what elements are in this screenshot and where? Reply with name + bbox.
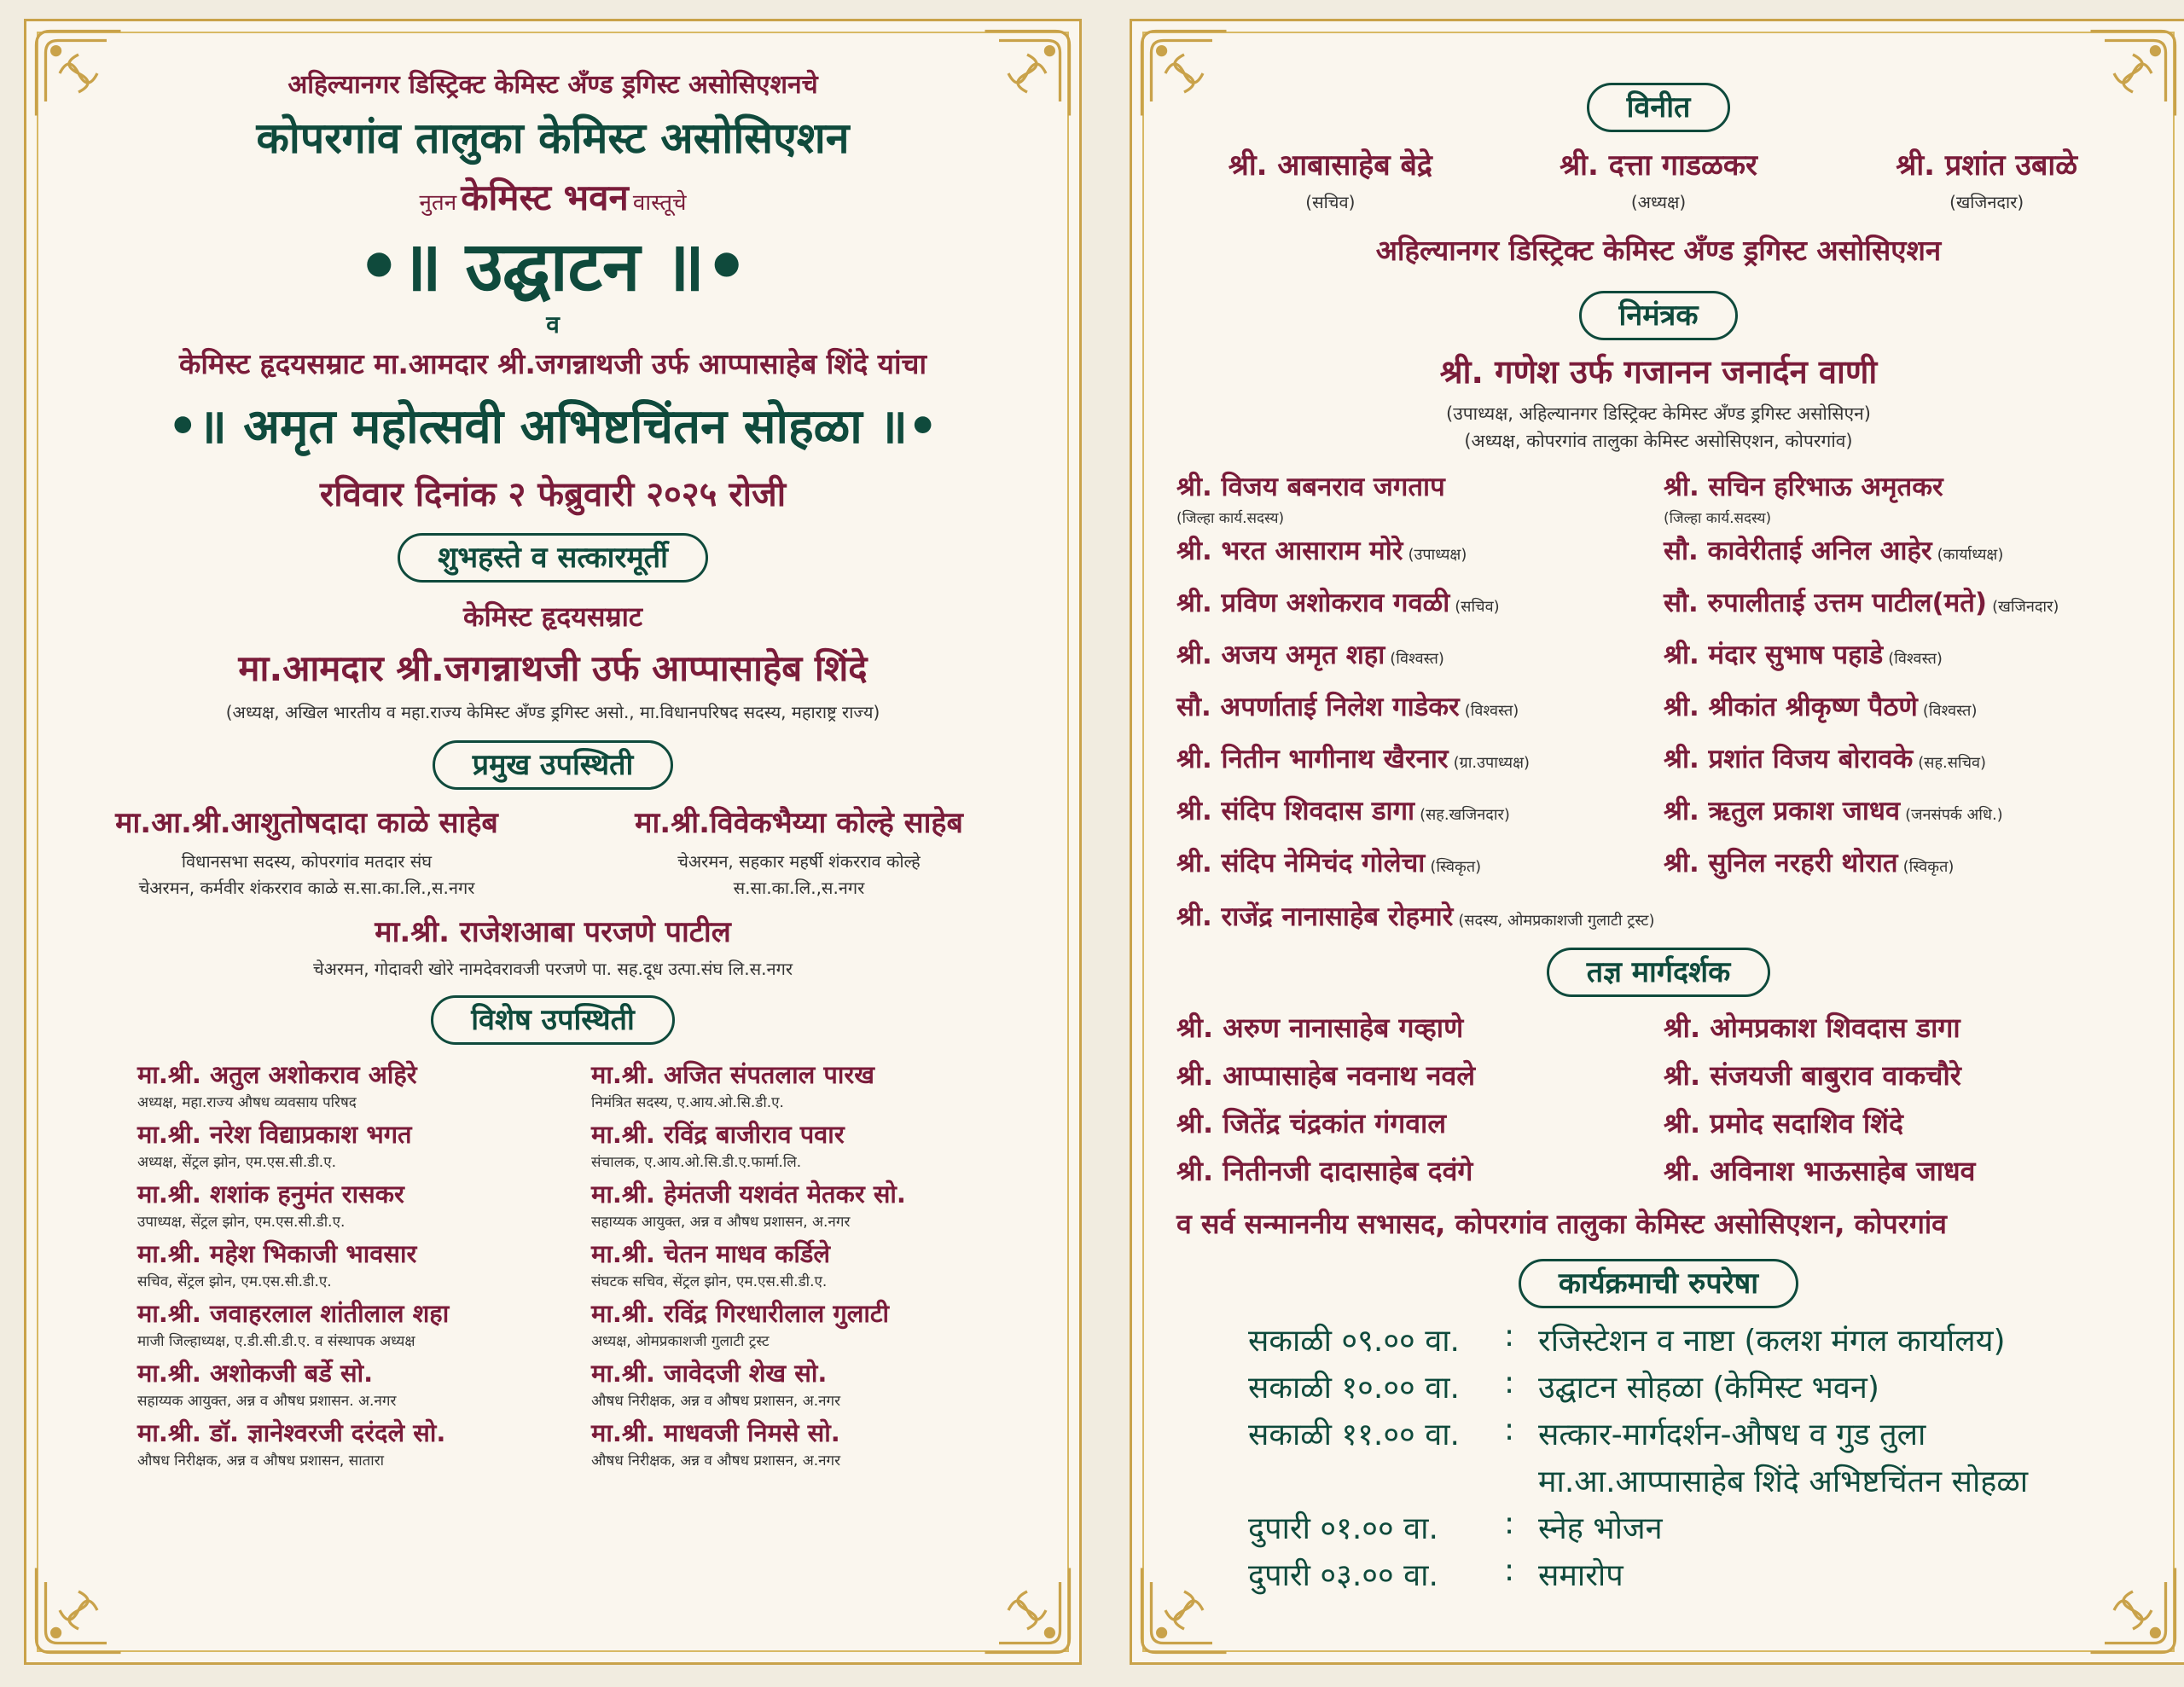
member-tag: (स्विकृत) bbox=[1430, 858, 1482, 876]
all-members-line: व सर्व सन्माननीय सभासद, कोपरगांव तालुका केमिस्ट असोसिएशन, कोपरगांव bbox=[1176, 1208, 1947, 1240]
member-row bbox=[1664, 839, 2151, 891]
new-bhavan-line bbox=[61, 172, 1045, 221]
amrut-title: •॥ अमृत महोत्सवी अभिष्टचिंतन सोहळा ॥• bbox=[167, 399, 938, 455]
host-name: श्री. गणेश उर्फ गजानन जनार्दन वाणी bbox=[1439, 353, 1878, 391]
special-guest bbox=[137, 1236, 591, 1292]
special-guest bbox=[591, 1415, 1045, 1471]
special-guest bbox=[591, 1236, 1045, 1292]
member-row-last bbox=[1166, 898, 2151, 934]
special-guest-name: मा.श्री. रविंद्र गिरधारीलाल गुलाटी bbox=[591, 1299, 889, 1328]
special-guest bbox=[137, 1296, 591, 1352]
member-tag: (सदस्य, ओमप्रकाशजी गुलाटी ट्रस्ट) bbox=[1458, 912, 1655, 930]
district-association-line: अहिल्यानगर डिस्ट्रिक्ट केमिस्ट अँण्ड ड्रगिस्ट असोसिएशनचे bbox=[288, 70, 818, 100]
guest-desc: स.सा.का.लि.,स.नगर bbox=[733, 878, 865, 898]
special-guest-desc: सचिव, सेंट्रल झोन, एम.एस.सी.डी.ए. bbox=[137, 1273, 332, 1290]
corner-ornament-icon bbox=[980, 1563, 1074, 1657]
special-guest-name: मा.श्री. डॉ. ज्ञानेश्वरजी दरंदले सो. bbox=[137, 1418, 446, 1447]
member-row bbox=[1176, 787, 1664, 839]
section-mentors: तज्ञ मार्गदर्शक bbox=[1547, 948, 1771, 997]
schedule-time: दुपारी ०१.०० वा. bbox=[1248, 1511, 1438, 1546]
member-tag: (सह.सचिव) bbox=[1918, 754, 1987, 772]
member-tag: (विश्वस्त) bbox=[1888, 650, 1943, 668]
schedule-time bbox=[1248, 1459, 1504, 1501]
right-content bbox=[1166, 47, 2151, 1595]
member-row bbox=[1664, 787, 2151, 839]
special-guest-name: मा.श्री. रविंद्र बाजीराव पवार bbox=[591, 1120, 845, 1149]
schedule-separator: : bbox=[1504, 1365, 1515, 1400]
guest-name: मा.श्री.विवेकभैय्या कोल्हे साहेब bbox=[635, 806, 963, 840]
officer-name: श्री. दत्ता गाडळकर bbox=[1560, 148, 1757, 183]
special-guest-desc: सहाय्यक आयुक्त, अन्न व औषध प्रशासन, अ.नगर bbox=[591, 1214, 851, 1231]
and-text: व bbox=[546, 310, 560, 339]
mentors bbox=[1166, 1004, 2151, 1195]
committee-left-column bbox=[1176, 527, 1664, 891]
mentor-name: श्री. अविनाश भाऊसाहेब जाधव bbox=[1664, 1155, 1976, 1187]
mentor-name: श्री. ओमप्रकाश शिवदास डागा bbox=[1664, 1012, 1960, 1044]
guest-desc: विधानसभा सदस्य, कोपरगांव मतदार संघ bbox=[181, 851, 433, 872]
schedule-time: सकाळी १०.०० वा. bbox=[1248, 1371, 1460, 1406]
special-guest-name: मा.श्री. जावेदजी शेख सो. bbox=[591, 1359, 828, 1388]
member-tag: (विश्वस्त) bbox=[1390, 650, 1444, 668]
schedule-event: स्नेह भोजन bbox=[1538, 1511, 1663, 1546]
member-name: सौ. कावेरीताई अनिल आहेर bbox=[1664, 536, 1932, 566]
mentors-left-column bbox=[1176, 1004, 1664, 1195]
member-name: श्री. मंदार सुभाष पहाडे bbox=[1664, 640, 1884, 670]
member-name: श्री. प्रविण अशोकराव गवळी bbox=[1176, 588, 1450, 618]
guest-desc: चेअरमन, गोदावरी खोरे नामदेवरावजी परजणे पा. सह.दूध उत्पा.संघ लि.स.नगर bbox=[312, 959, 793, 979]
guest-name: मा.श्री. राजेशआबा परजणे पाटील bbox=[375, 915, 731, 949]
schedule-separator: : bbox=[1504, 1319, 1515, 1354]
section-shubhaste: शुभहस्ते व सत्कारमूर्ती bbox=[398, 533, 708, 583]
schedule-event: रजिस्टेशन व नाष्टा (कलश मंगल कार्यालय) bbox=[1538, 1324, 2006, 1359]
schedule-event: समारोप bbox=[1538, 1558, 1623, 1593]
member-name: सौ. अपर्णाताई निलेश गाडेकर bbox=[1176, 692, 1460, 722]
member-name: श्री. राजेंद्र नानासाहेब रोहमारे bbox=[1176, 901, 1454, 932]
chief-desc: (अध्यक्ष, अखिल भारतीय व महा.राज्य केमिस्ट अँण्ड ड्रगिस्ट असो., मा.विधानपरिषद सदस्य, महाराष्ट्र राज्य) bbox=[225, 702, 880, 722]
special-guest-name: मा.श्री. शशांक हनुमंत रासकर bbox=[137, 1180, 404, 1209]
guest-desc: चेअरमन, कर्मवीर शंकरराव काळे स.सा.का.लि.,स.नगर bbox=[138, 878, 475, 898]
special-guest bbox=[591, 1296, 1045, 1352]
special-guest-desc: संघटक सचिव, सेंट्रल झोन, एम.एस.सी.डी.ए. bbox=[591, 1273, 828, 1290]
officer-name: श्री. प्रशांत उबाळे bbox=[1896, 148, 2078, 183]
guest-name: मा.आ.श्री.आशुतोषदादा काळे साहेब bbox=[115, 806, 498, 840]
member-tag: (ग्रा.उपाध्यक्ष) bbox=[1453, 754, 1531, 772]
member-tag: (सह.खजिनदार) bbox=[1420, 806, 1510, 824]
special-guest-name: मा.श्री. चेतन माधव कर्डिले bbox=[591, 1239, 831, 1268]
special-guest bbox=[591, 1355, 1045, 1412]
member-tag: (उपाध्यक्ष) bbox=[1408, 546, 1467, 564]
member-name: श्री. संदिप शिवदास डागा bbox=[1176, 796, 1415, 826]
special-guest bbox=[591, 1057, 1045, 1113]
member-tag: (सचिव) bbox=[1455, 598, 1500, 616]
mentor-name: श्री. प्रमोद सदाशिव शिंदे bbox=[1664, 1107, 1903, 1139]
member-tag: (खजिनदार) bbox=[1992, 598, 2059, 616]
special-guests-left-column bbox=[137, 1053, 591, 1471]
special-guest-desc: निमंत्रित सदस्य, ए.आय.ओ.सि.डी.ए. bbox=[591, 1094, 784, 1111]
schedule-separator bbox=[1504, 1459, 1538, 1501]
officer-role: (सचिव) bbox=[1305, 192, 1356, 212]
hriday-line: केमिस्ट हृदयसम्राट मा.आमदार श्री.जगन्नाथजी उर्फ आप्पासाहेब शिंदे यांचा bbox=[178, 347, 926, 380]
special-guest-desc: औषध निरीक्षक, अन्न व औषध प्रशासन, अ.नगर bbox=[591, 1452, 841, 1470]
special-guest-desc: अध्यक्ष, महा.राज्य औषध व्यवसाय परिषद bbox=[137, 1094, 357, 1111]
officers-row bbox=[1166, 144, 2151, 213]
schedule-separator: : bbox=[1504, 1553, 1515, 1588]
section-vinit: विनीत bbox=[1587, 83, 1731, 132]
right-panel bbox=[1130, 19, 2184, 1665]
member-row bbox=[1176, 631, 1664, 683]
member-row bbox=[1664, 631, 2151, 683]
special-guest bbox=[137, 1116, 591, 1173]
section-pramukh: प्रमुख उपस्थिती bbox=[433, 740, 674, 790]
special-guest bbox=[591, 1176, 1045, 1232]
host-desc: (उपाध्यक्ष, अहिल्यानगर डिस्ट्रिक्ट केमिस्ट अँण्ड ड्रगिस्ट असोसिएन) bbox=[1446, 403, 1871, 424]
special-guest bbox=[137, 1415, 591, 1471]
special-guest bbox=[137, 1057, 591, 1113]
special-guest-name: मा.श्री. नरेश विद्याप्रकाश भगत bbox=[137, 1120, 412, 1149]
special-guest-desc: औषध निरीक्षक, अन्न व औषध प्रशासन, सातारा bbox=[137, 1452, 385, 1470]
special-guest bbox=[591, 1116, 1045, 1173]
special-guest-name: मा.श्री. अजित संपतलाल पारख bbox=[591, 1060, 874, 1089]
mentor-name: श्री. अरुण नानासाहेब गव्हाणे bbox=[1176, 1012, 1464, 1044]
mentor-name: श्री. आप्पासाहेब नवनाथ नवले bbox=[1176, 1059, 1476, 1092]
special-guest-name: मा.श्री. माधवजी निमसे सो. bbox=[591, 1418, 840, 1447]
schedule-time: दुपारी ०३.०० वा. bbox=[1248, 1558, 1438, 1593]
committee-members bbox=[1166, 527, 2151, 891]
special-guests bbox=[61, 1053, 1045, 1471]
member-name: श्री. सुनिल नरहरी थोरात bbox=[1664, 848, 1898, 878]
section-program: कार्यक्रमाची रुपरेषा bbox=[1519, 1259, 1798, 1308]
member-name: श्री. ऋतुल प्रकाश जाधव bbox=[1664, 796, 1901, 826]
schedule-event: उद्घाटन सोहळा (केमिस्ट भवन) bbox=[1538, 1371, 1879, 1406]
mentor-name: श्री. संजयजी बाबुराव वाकचौरे bbox=[1664, 1059, 1961, 1092]
member-name: श्री. अजय अमृत शहा bbox=[1176, 640, 1385, 670]
member-tag: (विश्वस्त) bbox=[1922, 702, 1978, 720]
mentors-right-column bbox=[1664, 1004, 2151, 1195]
mentor-name: श्री. जितेंद्र चंद्रकांत गंगवाल bbox=[1176, 1107, 1447, 1139]
officer-role: (खजिनदार) bbox=[1949, 192, 2024, 212]
officer-name: श्री. आबासाहेब बेद्रे bbox=[1228, 148, 1432, 183]
schedule-time: सकाळी ११.०० वा. bbox=[1248, 1417, 1460, 1452]
special-guest-name: मा.श्री. हेमंतजी यशवंत मेतकर सो. bbox=[591, 1180, 906, 1209]
special-guest bbox=[137, 1355, 591, 1412]
member-tag: (स्विकृत) bbox=[1902, 858, 1955, 876]
member-row bbox=[1664, 527, 2151, 579]
member-name: श्री. संदिप नेमिचंद गोलेचा bbox=[1176, 848, 1426, 878]
special-guest-name: मा.श्री. अतुल अशोकराव अहिरे bbox=[137, 1060, 417, 1089]
event-date: रविवार दिनांक २ फेब्रुवारी २०२५ रोजी bbox=[319, 475, 787, 514]
member-row bbox=[1664, 735, 2151, 787]
section-nimantrak: निमंत्रक bbox=[1579, 291, 1739, 340]
member-row bbox=[1176, 839, 1664, 891]
member-row bbox=[1664, 579, 2151, 631]
mentor-name: श्री. नितीनजी दादासाहेब दवंगे bbox=[1176, 1155, 1473, 1187]
new-prefix: नुतन bbox=[419, 190, 457, 216]
member-tag: (विश्वस्त) bbox=[1464, 702, 1519, 720]
schedule-event: मा.आ.आप्पासाहेब शिंदे अभिष्टचिंतन सोहळा bbox=[1538, 1464, 2029, 1499]
member-name: श्री. सचिन हरिभाऊ अमृतकर bbox=[1664, 472, 1943, 502]
member-row bbox=[1176, 579, 1664, 631]
special-guest-name: मा.श्री. अशोकजी बर्डे सो. bbox=[137, 1359, 374, 1388]
schedule-separator: : bbox=[1504, 1412, 1515, 1447]
program-schedule bbox=[1166, 1319, 2151, 1595]
bhavan-name: केमिस्ट भवन bbox=[461, 177, 629, 218]
chief-title: केमिस्ट हृदयसम्राट bbox=[462, 600, 643, 633]
org-title: कोपरगांव तालुका केमिस्ट असोसिएशन bbox=[256, 113, 850, 163]
member-name: श्री. नितीन भागीनाथ खैरनार bbox=[1176, 744, 1449, 774]
guests-row bbox=[61, 802, 1045, 899]
member-desc: (जिल्हा कार्य.सदस्य) bbox=[1176, 510, 1285, 527]
special-guest-desc: संचालक, ए.आय.ओ.सि.डी.ए.फार्मा.लि. bbox=[591, 1154, 802, 1171]
schedule-time: सकाळी ०९.०० वा. bbox=[1248, 1324, 1460, 1359]
member-name: श्री. भरत आसाराम मोरे bbox=[1176, 536, 1403, 566]
member-row bbox=[1176, 683, 1664, 735]
member-name: श्री. विजय बबनराव जगताप bbox=[1176, 472, 1445, 502]
member-row bbox=[1176, 735, 1664, 787]
officer-role: (अध्यक्ष) bbox=[1630, 192, 1687, 212]
corner-ornament-icon bbox=[32, 1563, 125, 1657]
left-content bbox=[61, 47, 1045, 1471]
district-association: अहिल्यानगर डिस्ट्रिक्ट केमिस्ट अँण्ड ड्रगिस्ट असोसिएशन bbox=[1375, 234, 1942, 267]
special-guest-desc: उपाध्यक्ष, सेंट्रल झोन, एम.एस.सी.डी.ए. bbox=[137, 1214, 346, 1231]
member-name: श्री. प्रशांत विजय बोरावके bbox=[1664, 744, 1914, 774]
special-guests-right-column bbox=[591, 1053, 1045, 1471]
left-panel bbox=[24, 19, 1082, 1665]
member-desc: (जिल्हा कार्य.सदस्य) bbox=[1664, 510, 1772, 527]
member-row bbox=[1176, 527, 1664, 579]
special-guest bbox=[137, 1176, 591, 1232]
schedule-separator: : bbox=[1504, 1506, 1515, 1541]
member-name: सौ. रुपालीताई उत्तम पाटील(मते) bbox=[1664, 588, 1988, 618]
chief-name: मा.आमदार श्री.जगन्नाथजी उर्फ आप्पासाहेब शिंदे bbox=[238, 647, 868, 689]
special-guest-desc: सहाय्यक आयुक्त, अन्न व औषध प्रशासन. अ.नगर bbox=[137, 1393, 397, 1410]
host-desc: (अध्यक्ष, कोपरगांव तालुका केमिस्ट असोसिएशन, कोपरगांव) bbox=[1464, 431, 1853, 451]
special-guest-name: मा.श्री. महेश भिकाजी भावसार bbox=[137, 1239, 417, 1268]
special-guest-desc: औषध निरीक्षक, अन्न व औषध प्रशासन, अ.नगर bbox=[591, 1393, 841, 1410]
special-guest-desc: माजी जिल्हाध्यक्ष, ए.डी.सी.डी.ए. व संस्थापक अध्यक्ष bbox=[137, 1333, 415, 1350]
member-row bbox=[1664, 683, 2151, 735]
special-guest-desc: अध्यक्ष, सेंट्रल झोन, एम.एस.सी.डी.ए. bbox=[137, 1154, 336, 1171]
special-guest-desc: अध्यक्ष, ओमप्रकाशजी गुलाटी ट्रस्ट bbox=[591, 1333, 770, 1350]
schedule-event: सत्कार-मार्गदर्शन-औषध व गुड तुला bbox=[1538, 1417, 1926, 1452]
member-tag: (कार्याध्यक्ष) bbox=[1937, 546, 2004, 564]
vastu-text: वास्तूचे bbox=[632, 190, 687, 216]
member-name: श्री. श्रीकांत श्रीकृष्ण पैठणे bbox=[1664, 692, 1918, 722]
guest-desc: चेअरमन, सहकार महर्षी शंकरराव कोल्हे bbox=[677, 851, 921, 872]
committee-right-column bbox=[1664, 527, 2151, 891]
special-guest-name: मा.श्री. जवाहरलाल शांतीलाल शहा bbox=[137, 1299, 450, 1328]
committee-head-row bbox=[1166, 468, 2151, 527]
inauguration-title: •॥ उद्घाटन ॥• bbox=[357, 227, 749, 306]
member-tag: (जनसंपर्क अधि.) bbox=[1905, 806, 2003, 824]
section-vishesh: विशेष उपस्थिती bbox=[431, 995, 675, 1045]
